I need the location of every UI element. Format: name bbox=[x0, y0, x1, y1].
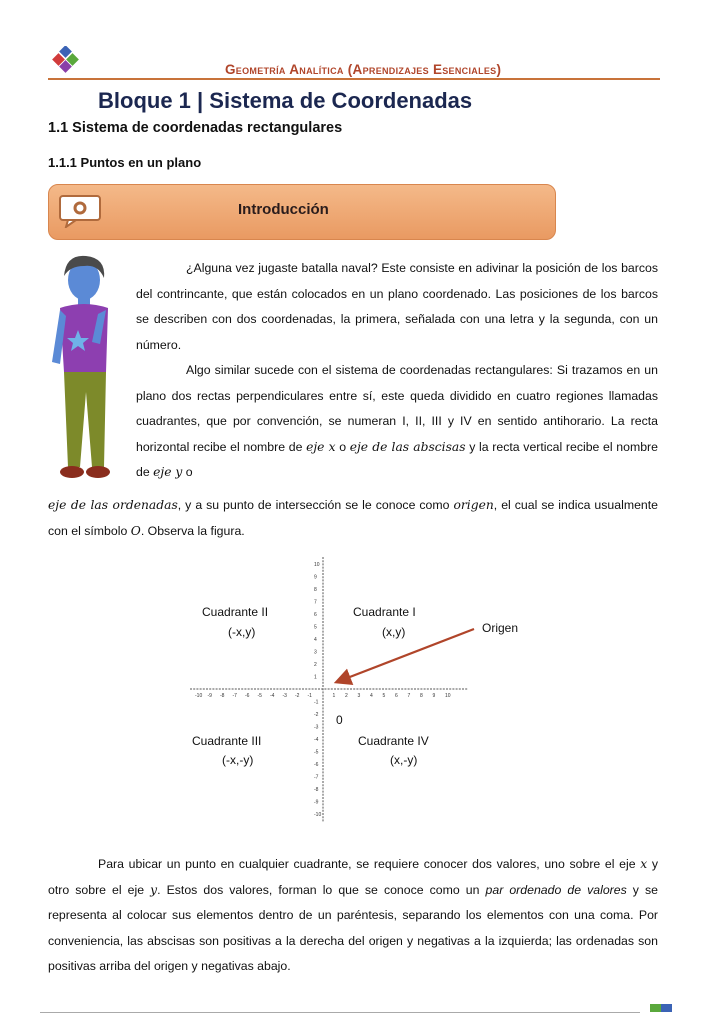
y-tick-label: -7 bbox=[314, 774, 319, 781]
origin-arrow bbox=[342, 629, 474, 680]
cartesian-plane-figure bbox=[190, 552, 540, 822]
x-tick-label: 3 bbox=[357, 693, 361, 699]
q3-name: Cuadrante III bbox=[192, 734, 262, 748]
paragraph-coordinates: Algo similar sucede con el sistema de coordenadas rectangulares: Si trazamos en un plano dos rectas perpendiculares entre sí, este queda dividido en cuatro regiones llamadas cuadrantes, que por convención, se numeran I, II, III y IV en sentido antihorario. La recta horizontal recibe el nombre de eje x o eje de las abscisas y la recta vertical recibe el nombre de eje y o bbox=[136, 363, 658, 479]
header-divider bbox=[48, 78, 660, 80]
footer-logo-icon bbox=[650, 1002, 672, 1012]
x-tick-label: -9 bbox=[207, 693, 212, 699]
y-tick-label: -10 bbox=[314, 812, 322, 818]
x-tick-label: -5 bbox=[257, 693, 262, 699]
q4-coords: (x,-y) bbox=[390, 753, 418, 767]
x-tick-label: 4 bbox=[370, 693, 373, 699]
chat-bubble-icon bbox=[58, 194, 102, 228]
paragraph-ordered-pair: Para ubicar un punto en cualquier cuadrante, se requiere conocer dos valores, uno sobre el eje x y otro sobre el eje y. Estos dos valores, forman lo que se conoce como un par ordenado de valores y se representa al colocar sus elementos dentro de un paréntesis, separando los elementos con una coma. Por conveniencia, las abscisas son positivas a la derecha del origen y negativas a la izquierda; las ordenadas son positivas arriba del origen y negativas abajo. bbox=[48, 857, 658, 973]
origin-label: Origen bbox=[482, 621, 519, 635]
x-tick-label: 7 bbox=[407, 693, 411, 699]
x-tick-label: 5 bbox=[382, 693, 386, 699]
x-tick-label: -10 bbox=[195, 693, 203, 699]
paragraph-intro: ¿Alguna vez jugaste batalla naval? Este consiste en adivinar la posición de los barcos del contrincante, que están colocados en un plano coordenado. Las posiciones de los barcos se describen con dos coordenadas, la primera, señalada con una letra y la segunda, con un número. bbox=[136, 261, 658, 352]
paragraph-ordinates: eje de las ordenadas, y a su punto de intersección se le conoce como origen, el cual se indica usualmente con el símbolo O. Observa la figura. bbox=[48, 498, 659, 538]
y-tick-label: -8 bbox=[314, 787, 319, 793]
x-tick-label: -4 bbox=[270, 693, 275, 699]
x-tick-label: 9 bbox=[432, 693, 436, 699]
y-tick-label: 5 bbox=[314, 624, 317, 631]
q4-name: Cuadrante IV bbox=[358, 734, 429, 748]
x-tick-label: -6 bbox=[245, 693, 250, 699]
subsection-title: 1.1.1 Puntos en un plano bbox=[48, 155, 202, 170]
q1-coords: (x,y) bbox=[382, 625, 406, 639]
header-title: Geometría Analítica (Aprendizajes Esenciales) bbox=[225, 62, 502, 77]
x-tick-label: 6 bbox=[395, 693, 398, 699]
y-tick-label: -9 bbox=[314, 799, 319, 806]
y-tick-label: 1 bbox=[314, 674, 317, 681]
intro-title: Introducción bbox=[238, 201, 329, 218]
origin-symbol: 0 bbox=[336, 713, 343, 727]
x-tick-label: -8 bbox=[220, 693, 225, 699]
student-illustration-icon bbox=[50, 252, 120, 487]
x-tick-label: 10 bbox=[445, 693, 451, 699]
x-tick-label: 8 bbox=[420, 693, 423, 699]
block-title: Bloque 1 | Sistema de Coordenadas bbox=[98, 88, 473, 113]
footer-divider bbox=[40, 1012, 640, 1013]
q2-coords: (-x,y) bbox=[228, 625, 256, 639]
y-tick-label: 2 bbox=[314, 662, 317, 668]
section-title: 1.1 Sistema de coordenadas rectangulares bbox=[48, 120, 343, 136]
y-tick-label: -2 bbox=[314, 712, 319, 718]
y-tick-label: -6 bbox=[314, 762, 319, 768]
x-tick-label: -1 bbox=[307, 693, 312, 699]
x-tick-label: 2 bbox=[345, 693, 348, 699]
y-tick-label: 10 bbox=[314, 562, 320, 568]
q1-name: Cuadrante I bbox=[353, 605, 416, 619]
y-tick-label: -4 bbox=[314, 737, 319, 743]
y-tick-label: 8 bbox=[314, 587, 317, 593]
x-tick-label: -7 bbox=[232, 693, 237, 699]
y-tick-label: 9 bbox=[314, 574, 317, 581]
y-tick-label: 6 bbox=[314, 612, 317, 618]
logo-icon bbox=[52, 46, 80, 74]
x-tick-label: -2 bbox=[295, 693, 300, 699]
y-tick-label: 7 bbox=[314, 599, 317, 606]
y-tick-label: -5 bbox=[314, 749, 319, 756]
y-tick-label: 3 bbox=[314, 649, 317, 656]
x-tick-label: -3 bbox=[282, 693, 287, 699]
y-tick-label: -3 bbox=[314, 724, 319, 731]
q2-name: Cuadrante II bbox=[202, 605, 269, 619]
y-tick-label: 4 bbox=[314, 637, 317, 643]
q3-coords: (-x,-y) bbox=[222, 753, 254, 767]
x-tick-label: 1 bbox=[332, 693, 336, 699]
y-tick-label: -1 bbox=[314, 699, 319, 706]
